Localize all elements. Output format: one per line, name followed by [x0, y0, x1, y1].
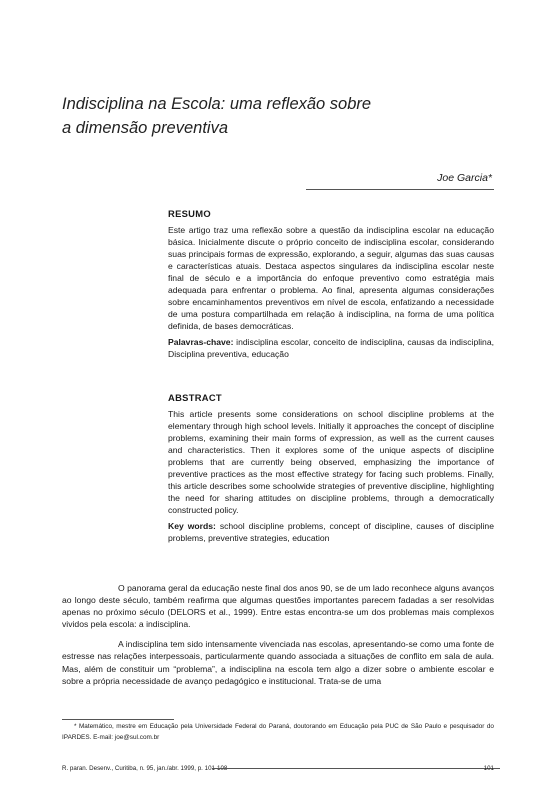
abstract-keywords-list: school discipline problems, concept of discipline, causes of discipline problems, preventive strategies, education: [168, 521, 494, 544]
footer-divider: [212, 768, 500, 769]
abstract-section: [168, 392, 494, 545]
journal-citation: R. paran. Desenv., Curitiba, n. 95, jan./abr. 1999, p. 101-108: [62, 765, 228, 772]
body-paragraph-1: O panorama geral da educação neste final dos anos 90, se de um lado reconhece alguns avanços ao longo deste século, também reafirma que algumas questões importantes parecem fadadas a ser resolvidas apenas no próximo século (DELORS et al., 1999). Entre estas encontra-se um dos problemas mais complexos vividos pela escola: a indisciplina.: [62, 583, 494, 630]
resumo-keywords-label: Palavras-chave:: [168, 337, 234, 348]
body-paragraph-2: A indisciplina tem sido intensamente vivenciada nas escolas, apresentando-se como uma fonte de estresse nas relações interpessoais, particularmente quando associada a situações de conflito em sala de aula. Mas, além de constituir um “problema”, a indisciplina na escola tem algo a dizer sobre o ambiente escolar e sobre a própria necessidade de avanço pedagógico e institucional. Trata-se de uma: [62, 639, 494, 686]
body-text: [62, 582, 494, 695]
footnote: * Matemático, mestre em Educação pela Universidade Federal do Paraná, doutorando em Educação pela PUC de São Paulo e pesquisador do IPARDES. E-mail: joe@sul.com.br: [62, 723, 494, 741]
resumo-heading: RESUMO: [168, 208, 211, 219]
author-divider: [306, 189, 494, 190]
title-line-1: Indisciplina na Escola: uma reflexão sobre: [62, 95, 372, 113]
resumo-keywords-list: indisciplina escolar, conceito de indisciplina, causas da indisciplina, Disciplina preventiva, educação: [168, 337, 494, 360]
footnote-divider: [62, 719, 174, 720]
author-name: Joe Garcia*: [437, 172, 492, 184]
abstract-text: This article presents some considerations on school discipline problems at the elementary through high school levels. Initially it approaches the concept of discipline problems, examining their main forms of expression, as well as the current causes and characteristics. Then it explores some of the unique aspects of discipline problems that are currently being observed, emphasizing the importance of preventive practices as the most effective strategy for facing such problems. Finally, this article describes some schoolwide strategies of preventive discipline, highlighting the need for sharing attitudes on discipline problems, through a democratically constructed policy.: [168, 409, 494, 516]
abstract-heading: ABSTRACT: [168, 392, 222, 403]
article-title: [62, 92, 502, 140]
resumo-keywords: [168, 336, 494, 360]
abstract-keywords-label: Key words:: [168, 521, 216, 532]
resumo-text: Este artigo traz uma reflexão sobre a questão da indisciplina escolar na educação básica. Inicialmente discute o próprio conceito de indisciplina escolar, considerando suas principais formas de expressão, explorando, a seguir, algumas das suas causas e características atuais. Destaca aspectos singulares da indisciplina escolar neste final de século e a importância do enfoque preventivo como estratégia mais adequada para enfrentar o problema. Ao final, apresenta algumas considerações sobre encaminhamentos preventivos em nível de escola, enfatizando a necessidade de uma postura compartilhada em relação à indisciplina, na forma de uma política definida, de bases democráticas.: [168, 225, 494, 332]
page-number: 101: [483, 765, 494, 772]
abstract-keywords: [168, 520, 494, 544]
title-line-2: a dimensão preventiva: [62, 119, 229, 137]
resumo-section: [168, 208, 494, 361]
